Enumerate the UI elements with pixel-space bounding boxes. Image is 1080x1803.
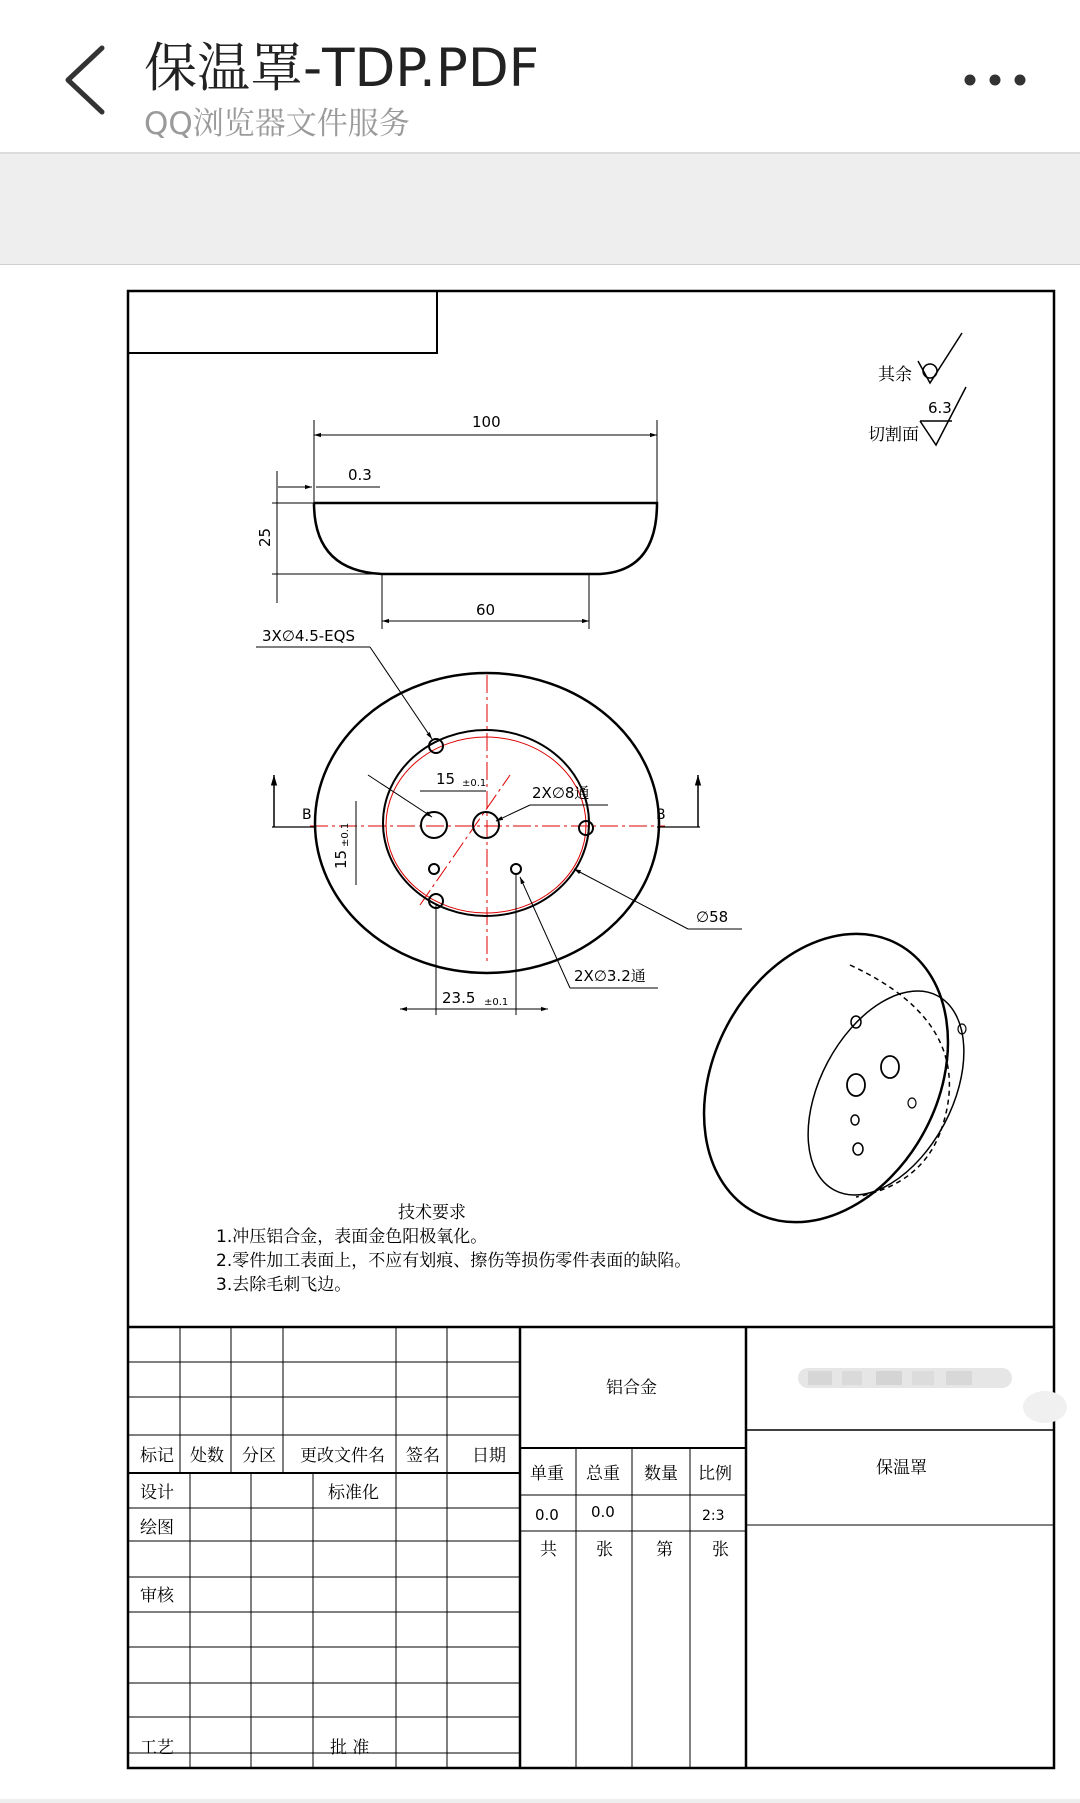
pdf-page[interactable] [0, 264, 1080, 1799]
tb-process-label: 工艺 [140, 1738, 174, 1758]
tb-total-weight-value: 0.0 [591, 1503, 615, 1521]
dim-15-vertical: 15 [332, 849, 350, 869]
roughness-cut-value: 6.3 [928, 399, 952, 417]
dim-wall: 0.3 [348, 466, 372, 484]
roughness-symbols [868, 333, 966, 445]
tb-sheets-unit-2: 张 [712, 1540, 729, 1560]
dim-bottom-width: 60 [476, 601, 496, 619]
tb-check-label: 审核 [140, 1586, 174, 1606]
tb-header-signature: 签名 [406, 1446, 440, 1466]
tb-sheets-unit-1: 张 [596, 1540, 613, 1560]
isometric-view [656, 891, 996, 1265]
tol-23-5: ±0.1 [484, 997, 509, 1008]
roughness-other-label: 其余 [878, 365, 912, 385]
title-block [128, 1327, 1054, 1768]
more-dots-icon [960, 60, 1030, 100]
tb-part-name: 保温罩 [876, 1458, 927, 1478]
notes-line-3: 3.去除毛刺飞边。 [216, 1275, 352, 1295]
dim-height: 25 [256, 527, 274, 547]
top-left-box [128, 291, 437, 353]
tb-scale-label: 比例 [698, 1464, 732, 1484]
section-label-right: B [656, 807, 666, 823]
side-view [256, 413, 657, 629]
tol-15-vertical: ±0.1 [340, 822, 351, 847]
dim-15-horizontal: 15 [436, 770, 456, 788]
tb-total-sheets: 共 [540, 1540, 557, 1560]
tb-material: 铝合金 [606, 1378, 657, 1398]
tb-scale-value: 2:3 [702, 1508, 725, 1524]
tb-header-change-file: 更改文件名 [300, 1446, 385, 1466]
tb-unit-weight-value: 0.0 [535, 1506, 559, 1524]
engineering-drawing [0, 265, 1080, 1799]
tb-header-count: 处数 [190, 1446, 224, 1466]
app-header [0, 0, 1080, 154]
tb-unit-weight-label: 单重 [530, 1464, 564, 1484]
more-button[interactable] [960, 60, 1030, 100]
section-label-left: B [302, 807, 312, 823]
technical-notes [216, 1203, 691, 1295]
dim-holes-3x: 3X∅4.5-EQS [262, 627, 355, 645]
drawing-frame [128, 291, 1054, 1768]
tb-quantity-label: 数量 [644, 1464, 678, 1484]
dim-top-width: 100 [472, 413, 501, 431]
document-title: 保温罩-TDP.PDF [144, 38, 540, 99]
tb-header-date: 日期 [472, 1446, 506, 1466]
notes-title: 技术要求 [398, 1203, 466, 1223]
top-view [256, 627, 742, 1015]
back-button[interactable] [60, 42, 120, 118]
notes-line-1: 1.冲压铝合金，表面金色阳极氧化。 [216, 1227, 488, 1247]
tb-sheet-number: 第 [656, 1540, 673, 1560]
tb-header-mark: 标记 [140, 1446, 174, 1466]
roughness-cut-label: 切割面 [868, 425, 919, 445]
tb-header-zone: 分区 [242, 1446, 276, 1466]
chevron-left-icon [60, 42, 120, 118]
notes-line-2: 2.零件加工表面上，不应有划痕、擦伤等损伤零件表面的缺陷。 [216, 1251, 692, 1271]
dim-diameter-58: ∅58 [696, 908, 729, 926]
tb-total-weight-label: 总重 [586, 1464, 620, 1484]
dim-23-5: 23.5 [442, 989, 476, 1007]
tb-design-label: 设计 [140, 1483, 174, 1503]
dim-holes-2x8: 2X∅8通 [532, 784, 590, 802]
tol-15-horizontal: ±0.1 [462, 778, 487, 789]
dim-holes-2x3-2: 2X∅3.2通 [574, 967, 646, 985]
tb-drawing-label: 绘图 [140, 1518, 174, 1538]
tb-approve-label: 批 准 [330, 1738, 370, 1758]
document-source: QQ浏览器文件服务 [144, 106, 410, 142]
redacted-company-name [798, 1368, 1067, 1423]
tb-standard-label: 标准化 [328, 1483, 379, 1503]
